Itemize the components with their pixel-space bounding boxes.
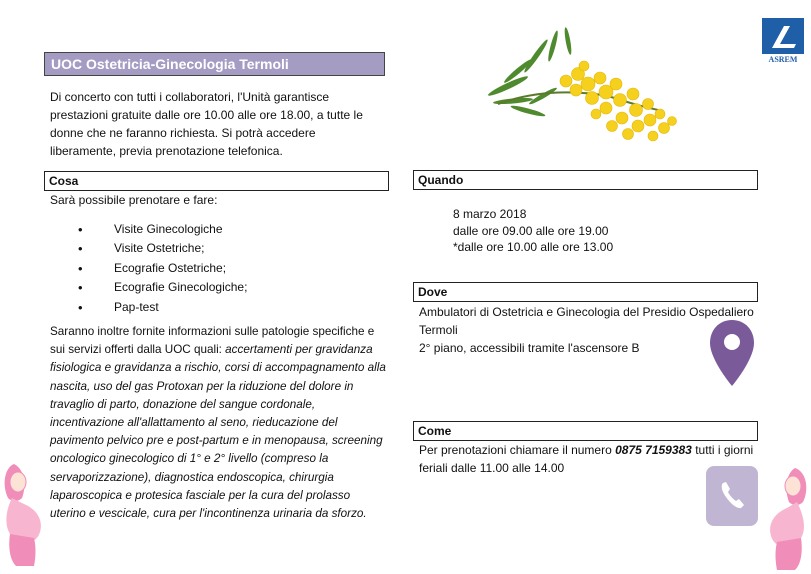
info-services: accertamenti per gravidanza fisiologica e gravidanza a rischio, corsi di accompagnamento alla nascita, uso del gas Protoxan per la riduzione del dolore in travaglio di parto, donazione del sangue cordonale, incentivazione all'allattamento al seno, rieducazione del pavimento pelvico pre e post-partum e in menopausa, screening oncologico ginecologico di 1° e 2° livello (compreso la servaporizzazione), diagnostica endoscopica, chirurgia laparoscopica e protesica fasciale per la cura del prolasso uterino e vescicale, cura per l'incontinenza urinaria da sforzo. [50, 343, 386, 521]
location-line3: 2° piano, accessibili tramite l'ascensore B [419, 341, 640, 355]
pregnant-woman-illustration [0, 458, 48, 568]
location-line1: Ambulatori di Ostetricia e Ginecologia del Presidio Ospedaliero [419, 305, 754, 319]
come-heading: Come [413, 421, 758, 441]
asrem-logo [762, 18, 804, 64]
location-line2: Termoli [419, 323, 458, 337]
pregnant-woman-illustration [763, 464, 811, 574]
list-item: • Ecografie Ginecologiche; [78, 278, 247, 297]
list-item: • Visite Ostetriche; [78, 239, 247, 258]
cosa-heading: Cosa [44, 171, 389, 191]
quando-details [453, 206, 753, 256]
come-prefix: Per prenotazioni chiamare il numero [419, 443, 616, 457]
intro-text: Di concerto con tutti i collaboratori, l'Unità garantisce prestazioni gratuite dalle ore 10.00 alle ore 18.00, a tutte le donne che ne faranno richiesta. Si potrà accedere liberamente, previa prenotazione telefonica. [50, 90, 363, 158]
event-date: 8 marzo 2018 [453, 207, 527, 221]
services-info [50, 323, 388, 523]
cosa-intro: Sarà possibile prenotare e fare: [50, 193, 218, 207]
phone-number[interactable]: 0875 7159383 [615, 443, 692, 457]
event-hours-alt: *dalle ore 10.00 alle ore 13.00 [453, 240, 614, 254]
services-list [78, 220, 247, 317]
list-item: • Pap-test [78, 298, 247, 317]
event-hours: dalle ore 09.00 alle ore 19.00 [453, 223, 609, 238]
list-item: • Ecografie Ostetriche; [78, 259, 247, 278]
location-pin-icon [708, 318, 756, 388]
come-details [419, 441, 754, 477]
logo-text: ASREM [768, 55, 798, 64]
quando-heading: Quando [413, 170, 758, 190]
dove-heading: Dove [413, 282, 758, 302]
info-prefix: Saranno inoltre fornite informazioni sulle patologie specifiche e sui servizi offerti dalla UOC quali: [50, 325, 375, 357]
page-title: UOC Ostetricia-Ginecologia Termoli [44, 52, 385, 76]
mimosa-illustration [488, 26, 688, 156]
come-suffix: tutti i giorni feriali dalle 11.00 alle 14.00 [419, 443, 754, 475]
list-item: • Visite Ginecologiche [78, 220, 247, 239]
phone-icon [706, 466, 758, 526]
